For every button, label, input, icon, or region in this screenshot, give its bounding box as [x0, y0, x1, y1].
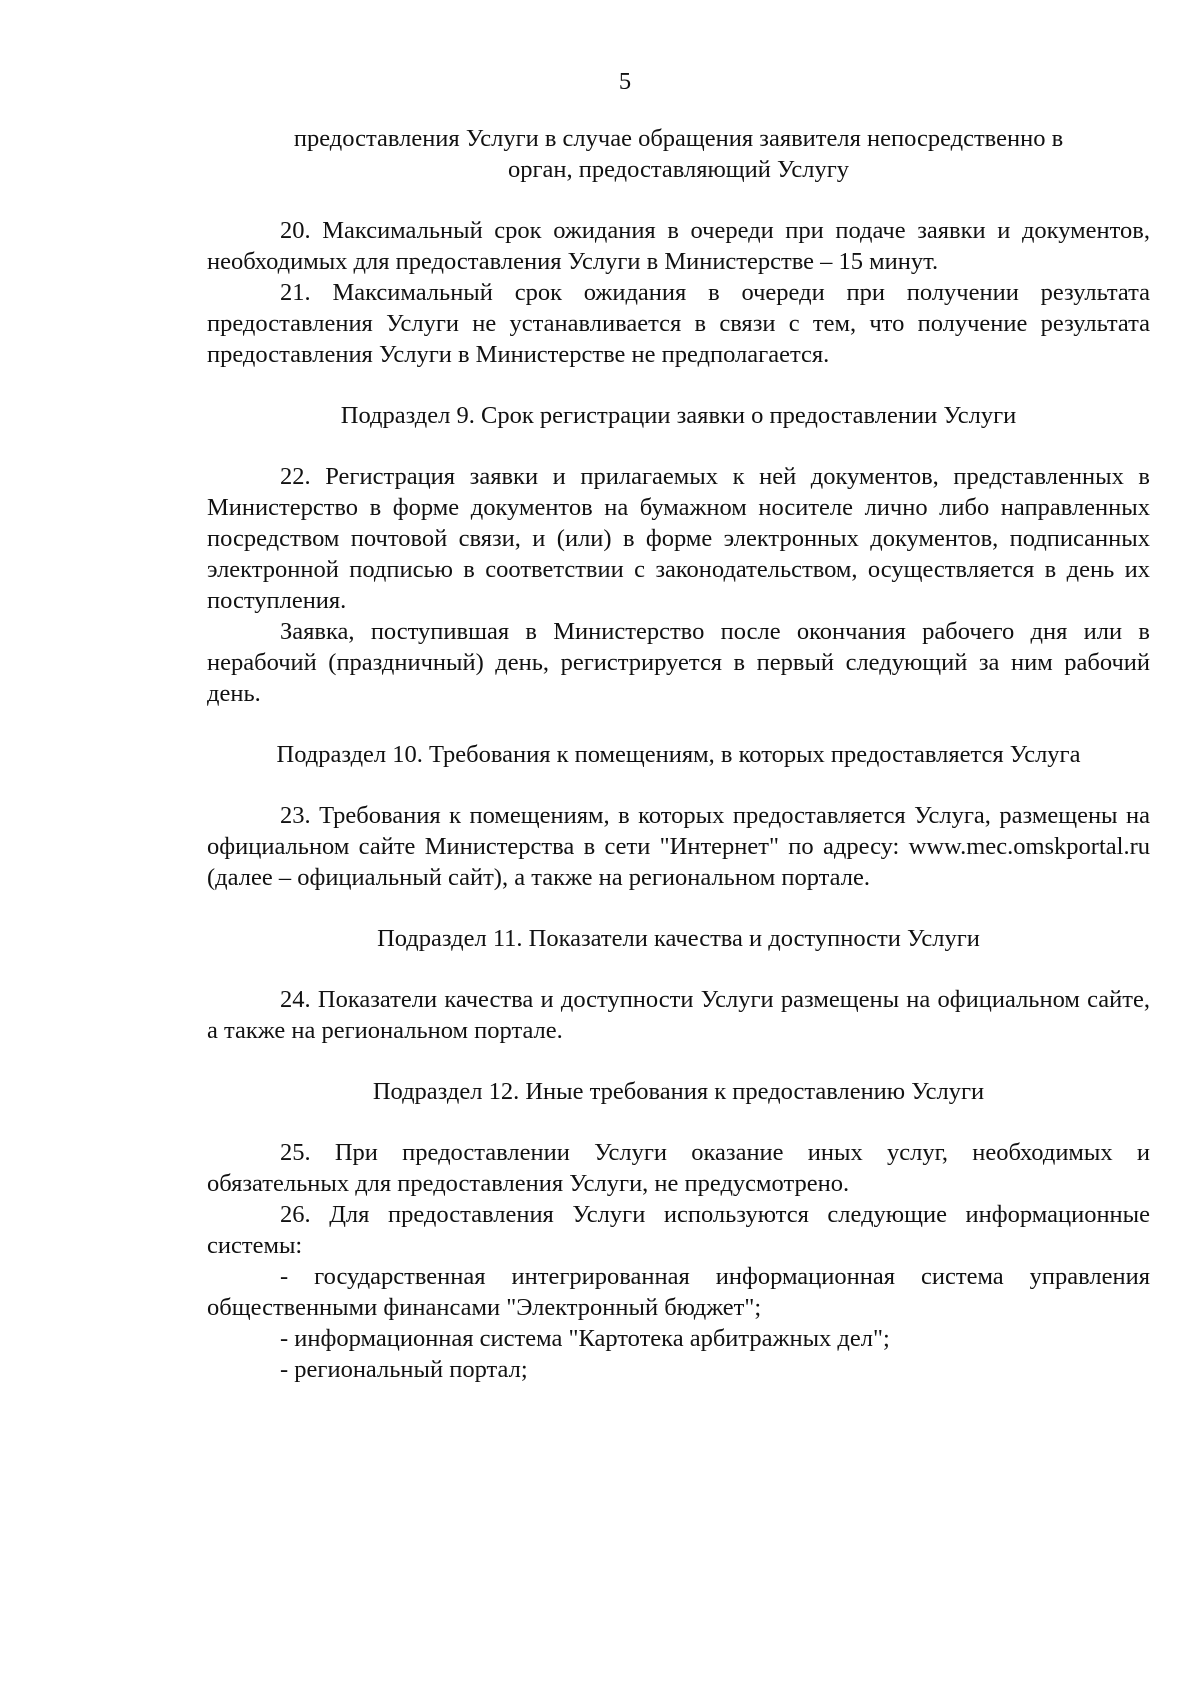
list-item: - государственная интегрированная информационная система управления общественными финансами "Электронный бюджет";: [207, 1263, 1150, 1321]
paragraph-22-continued: Заявка, поступившая в Министерство после окончания рабочего дня или в нерабочий (праздничный) день, регистрируется в первый следующий за ним рабочий день.: [207, 618, 1150, 707]
list-item: - региональный портал;: [280, 1356, 528, 1383]
paragraph-20: 20. Максимальный срок ожидания в очереди при подаче заявки и документов, необходимых для предоставления Услуги в Министерстве – 15 минут.: [207, 217, 1150, 275]
document-body: [207, 123, 1150, 1385]
section-heading-continuation-line2: орган, предоставляющий Услугу: [507, 156, 850, 183]
paragraph-24: 24. Показатели качества и доступности Услуги размещены на официальном сайте, а также на региональном портале.: [207, 986, 1150, 1044]
paragraph-21: 21. Максимальный срок ожидания в очереди при получении результата предоставления Услуги не устанавливается в связи с тем, что получение результата предоставления Услуги в Министерстве не предполагается.: [207, 279, 1150, 368]
subsection-9-heading: Подраздел 9. Срок регистрации заявки о предоставлении Услуги: [340, 402, 1017, 429]
subsection-10-heading: Подраздел 10. Требования к помещениям, в которых предоставляется Услуга: [276, 741, 1081, 768]
list-item: - информационная система "Картотека арбитражных дел";: [280, 1325, 890, 1352]
paragraph-22: 22. Регистрация заявки и прилагаемых к ней документов, представленных в Министерство в форме документов на бумажном носителе лично либо направленных посредством почтовой связи, и (или) в форме электронных документов, подписанных электронной подписью в соответствии с законодательством, осуществляется в день их поступления.: [207, 463, 1150, 614]
subsection-11-heading: Подраздел 11. Показатели качества и доступности Услуги: [377, 925, 980, 952]
paragraph-26: 26. Для предоставления Услуги используются следующие информационные системы:: [207, 1201, 1150, 1259]
paragraph-25: 25. При предоставлении Услуги оказание иных услуг, необходимых и обязательных для предоставления Услуги, не предусмотрено.: [207, 1139, 1150, 1197]
subsection-12-heading: Подраздел 12. Иные требования к предоставлению Услуги: [372, 1078, 985, 1105]
paragraph-23: 23. Требования к помещениям, в которых предоставляется Услуга, размещены на официальном сайте Министерства в сети "Интернет" по адресу: www.mec.omskportal.ru (далее – официальный сайт), а также на региональном портале.: [207, 802, 1150, 891]
section-heading-continuation-line1: предоставления Услуги в случае обращения заявителя непосредственно в: [293, 125, 1064, 152]
page-number: 5: [618, 68, 632, 95]
